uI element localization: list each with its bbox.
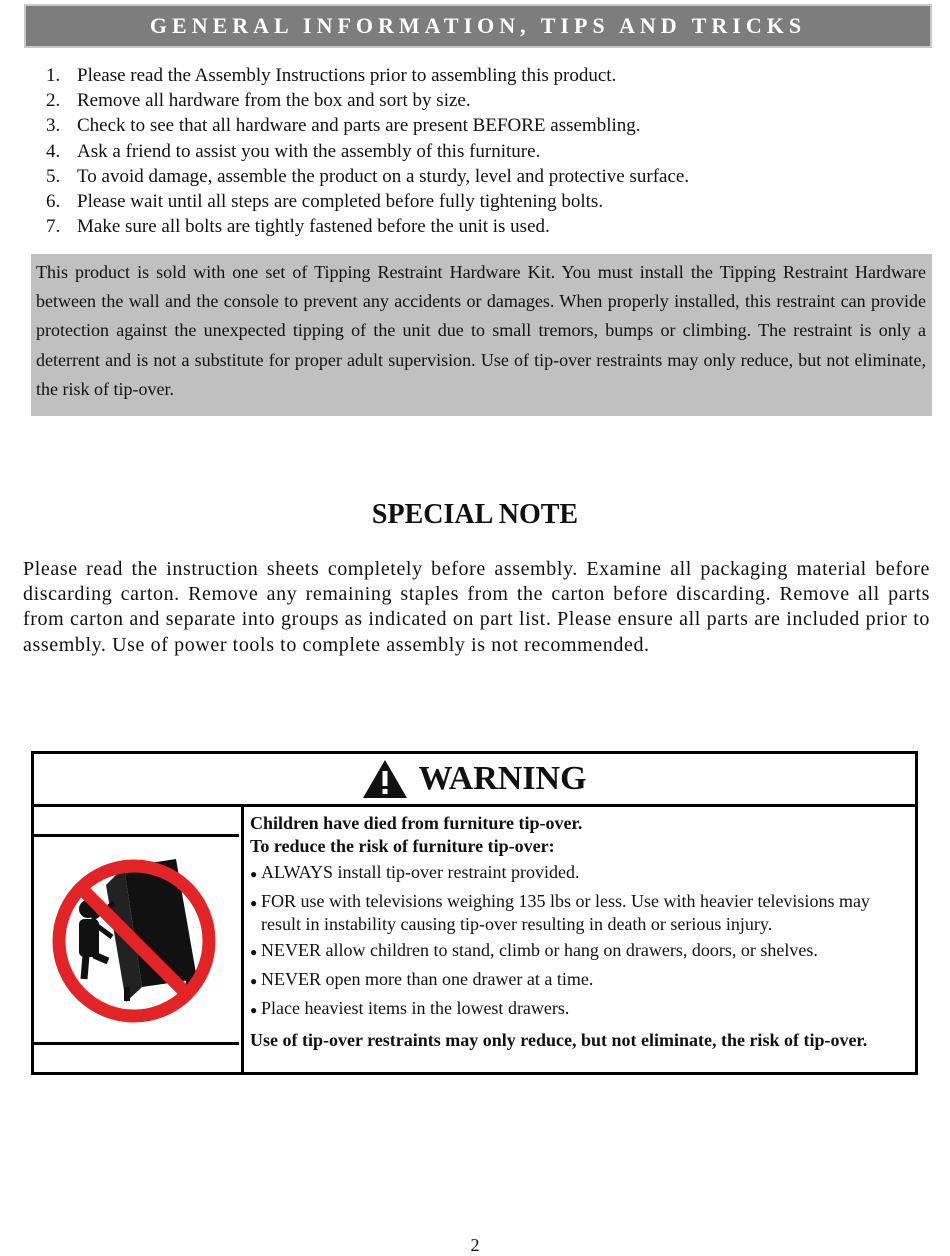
bullet-icon: ● <box>250 974 258 988</box>
section-header-title: GENERAL INFORMATION, TIPS AND TRICKS <box>149 13 807 38</box>
list-item: 3. Check to see that all hardware and parts are present BEFORE assembling. <box>46 115 641 137</box>
list-item: ● NEVER open more than one drawer at a time. <box>250 968 900 994</box>
list-item: 5. To avoid damage, assemble the product on a sturdy, level and protective surface. <box>46 165 690 187</box>
special-note-text: Please read the instruction sheets completely before assembly. Examine all packaging material before discarding carton. Remove any remaining staples from the carton before discarding. Remove all parts from carton and separate into groups as indicated on part list. Please ensure all parts are included prior to assembly. Use of power tools to complete assembly is not recommended. <box>23 558 930 656</box>
page-number: 2 <box>470 1235 480 1255</box>
warning-text <box>250 812 900 1052</box>
warning-final-note: Use of tip-over restraints may only reduce, but not eliminate, the risk of tip-over. <box>250 1030 868 1050</box>
warning-title: WARNING <box>418 760 587 797</box>
warning-image-cell <box>34 807 244 1072</box>
section-header <box>24 4 932 48</box>
warning-header <box>34 754 915 807</box>
warning-image-frame <box>34 834 239 1045</box>
list-item: 1. Please read the Assembly Instructions prior to assembling this product. <box>46 65 617 86</box>
list-item: ● FOR use with televisions weighing 135 lbs or less. Use with heavier televisions may result in instability causing tip-over resulting in death or serious injury. <box>250 891 870 934</box>
list-item: ● Place heaviest items in the lowest drawers. <box>250 997 900 1023</box>
restraint-notice: This product is sold with one set of Tipping Restraint Hardware Kit. You must install the Tipping Restraint Hardware between the wall and the console to prevent any accidents or damages. When properly installed, this restraint can provide protection against the unexpected tipping of the unit due to small tremors, bumps or climbing. The restraint is only a deterrent and is not a substitute for proper adult supervision. Use of tip-over restraints may only reduce, but not eliminate, the risk of tip-over. <box>31 254 932 416</box>
bullet-icon: ● <box>250 896 258 910</box>
list-item: ● NEVER allow children to stand, climb or hang on drawers, doors, or shelves. <box>250 939 900 965</box>
warning-triangle-icon <box>362 758 408 800</box>
warning-heading-2: To reduce the risk of furniture tip-over: <box>250 836 555 856</box>
list-item: 2. Remove all hardware from the box and sort by size. <box>46 90 471 112</box>
bullet-icon: ● <box>250 867 258 881</box>
list-item: 4. Ask a friend to assist you with the assembly of this furniture. <box>46 140 541 162</box>
warning-box <box>31 751 918 1075</box>
list-item: 7. Make sure all bolts are tightly fastened before the unit is used. <box>46 216 550 238</box>
list-item: 6. Please wait until all steps are completed before fully tightening bolts. <box>46 191 604 213</box>
special-note-title: SPECIAL NOTE <box>371 499 579 530</box>
bullet-icon: ● <box>250 945 258 959</box>
no-climbing-furniture-icon <box>34 837 239 1042</box>
list-item: ● ALWAYS install tip-over restraint provided. <box>250 861 900 887</box>
warning-heading-1: Children have died from furniture tip-over. <box>250 813 583 833</box>
tips-list <box>46 63 926 239</box>
bullet-icon: ● <box>250 1003 258 1017</box>
